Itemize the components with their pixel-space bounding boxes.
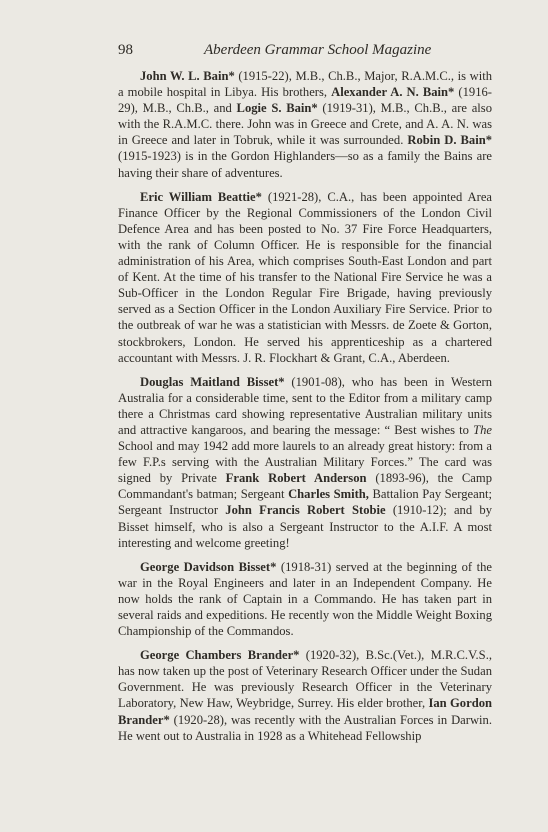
- paragraph-text: (1921-28), C.A., has been appointed Area Finance Officer by the Regional Commissioners of the London Civil Defence Area and has been posted to No. 37 Fire Force Headquarters, with the rank of Column Officer. He is responsible for the financial administration of his Area, which comprises South-East London and part of Kent. At the time of his transfer to the National Fire Service he was a Sub-Officer in the London Regular Fire Brigade, having previously served as a Section Officer in the London Auxiliary Fire Service. Prior to the outbreak of war he was a statistician with Messrs. de Zoete & Gorton, stockbrokers, London. He served his apprenticeship as a chartered accountant with Messrs. J. R. Flockhart & Grant, C.A., Aberdeen.: [118, 189, 492, 365]
- paragraph-text: (1915-1923) is in the Gordon Highlanders—so as a family the Bains are having their share of adventures.: [118, 149, 492, 180]
- paragraph-george-bisset: [118, 559, 492, 639]
- person-name: Ian Gordon Brander*: [118, 696, 492, 727]
- running-title: Aberdeen Grammar School Magazine: [204, 42, 432, 58]
- paragraph-text: (1901-08), who has been in Western Australia for a considerable time, sent to the Editor from a military camp there a Christmas card showing representative Australian military units and attractive kangaroos, and bearing the message: “ Best wishes to: [118, 374, 492, 437]
- person-name: Logie S. Bain*: [236, 101, 318, 116]
- running-header: [118, 40, 492, 60]
- page-number: 98: [118, 42, 133, 58]
- person-name: John W. L. Bain*: [140, 69, 235, 83]
- person-name: George Davidson Bisset*: [140, 559, 277, 574]
- person-name: Eric William Beattie*: [140, 189, 262, 204]
- person-name: Frank Robert Anderson: [225, 471, 367, 486]
- paragraph-text: (1893-96), the Camp Commandant's batman; Sergeant: [118, 471, 492, 502]
- person-name: John Francis Robert Stobie: [225, 503, 386, 518]
- paragraph-text: (1920-28), was recently with the Australian Forces in Darwin. He went out to Australia in 1928 as a Whitehead Fellowship: [118, 712, 492, 743]
- article-body: [118, 68, 492, 752]
- paragraph-text: (1919-31), M.B., Ch.B., are also with the R.A.M.C. there. John was in Greece and Crete, and A. A. N. was in Greece and later in Tobruk, while it was surrounded.: [118, 101, 492, 148]
- person-name: Robin D. Bain*: [407, 133, 493, 148]
- person-name: Alexander A. N. Bain*: [331, 85, 455, 100]
- paragraph-brander: [118, 647, 492, 744]
- paragraph-bain: [118, 68, 492, 181]
- paragraph-text: (1915-22), M.B., Ch.B., Major, R.A.M.C., is with a mobile hospital in Libya. His brothers,: [118, 69, 492, 100]
- paragraph-text: (1920-32), B.Sc.(Vet.), M.R.C.V.S., has now taken up the post of Veterinary Research Officer under the Sudan Government. He was previously Research Officer in the Veterinary Laboratory, New Haw, Weybridge, Surrey. His elder brother,: [118, 648, 492, 711]
- person-name: George Chambers Brander*: [140, 648, 300, 663]
- paragraph-text: (1916-29), M.B., Ch.B., and: [118, 85, 492, 116]
- paragraph-text: (1910-12); and by Bisset himself, who is also a Sergeant Instructor to the A.I.F. A most interesting and welcome greeting!: [118, 503, 492, 550]
- italic-text: The: [473, 422, 492, 437]
- paragraph-douglas-bisset: [118, 374, 492, 551]
- paragraph-text: Battalion Pay Sergeant; Sergeant Instructor: [118, 487, 492, 518]
- paragraph-text: School and may 1942 add more laurels to an already great history: from a few F.P.s serving with the Australian Military Forces.” The card was signed by Private: [118, 439, 492, 486]
- paragraph-beattie: [118, 189, 492, 366]
- person-name: Douglas Maitland Bisset*: [140, 374, 285, 389]
- person-name: Charles Smith,: [288, 487, 369, 502]
- paragraph-text: (1918-31) served at the beginning of the war in the Royal Engineers and later in an Independent Company. He now holds the rank of Captain in a Commando. He has taken part in several raids and expeditions. He recently won the Middle Weight Boxing Championship of the Commandos.: [118, 559, 492, 639]
